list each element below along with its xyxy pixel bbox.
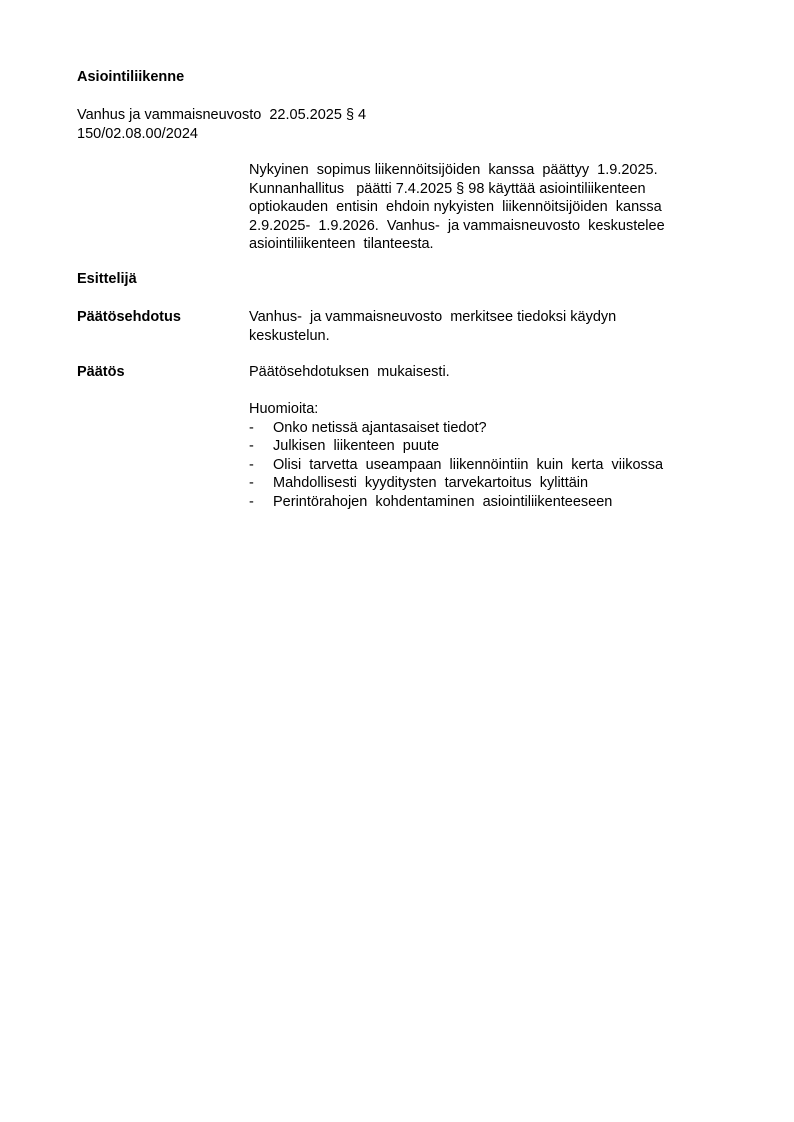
bullet-marker: -	[249, 475, 254, 491]
decision-label: Päätös	[77, 364, 125, 380]
bullet-marker: -	[249, 438, 254, 454]
proposal-label: Päätösehdotus	[77, 309, 181, 325]
record-number: 150/02.08.00/2024	[77, 125, 198, 142]
proposal-text	[249, 308, 694, 345]
note-text: Onko netissä ajantasaiset tiedot?	[273, 419, 487, 436]
list-item	[249, 437, 694, 456]
paragraph-line: Kunnanhallitus päätti 7.4.2025 § 98 käyttää asiointiliikenteen	[249, 180, 646, 197]
paragraph-line: optiokauden entisin ehdoin nykyisten liikennöitsijöiden kanssa	[249, 199, 662, 215]
spacer	[249, 382, 694, 401]
bullet-marker: -	[249, 456, 254, 473]
decision-text: Päätösehdotuksen mukaisesti.	[249, 364, 450, 380]
document-title: Asiointiliikenne	[77, 69, 185, 85]
bullet-marker: -	[249, 493, 254, 510]
paragraph-line: Nykyinen sopimus liikennöitsijöiden kanssa päättyy 1.9.2025.	[249, 162, 658, 178]
notes-list	[249, 419, 694, 512]
list-item	[249, 419, 694, 438]
decision-section	[249, 363, 694, 511]
notes-heading: Huomioita:	[249, 401, 319, 417]
background-paragraph	[249, 161, 694, 254]
presenter-label: Esittelijä	[77, 271, 137, 287]
list-item	[249, 456, 694, 475]
paragraph-line: 2.9.2025- 1.9.2026. Vanhus- ja vammaisneuvosto keskustelee	[249, 217, 665, 234]
note-text: Perintörahojen kohdentaminen asiointiliikenteeseen	[273, 493, 613, 510]
list-item	[249, 474, 694, 493]
paragraph-line: asiointiliikenteen tilanteesta.	[249, 236, 434, 252]
proposal-line: Vanhus- ja vammaisneuvosto merkitsee tiedoksi käydyn	[249, 309, 617, 325]
meeting-line: Vanhus ja vammaisneuvosto 22.05.2025 § 4	[77, 107, 367, 123]
note-text: Mahdollisesti kyyditysten tarvekartoitus kylittäin	[273, 475, 589, 491]
note-text: Julkisen liikenteen puute	[273, 438, 440, 454]
note-text: Olisi tarvetta useampaan liikennöintiin kuin kerta viikossa	[273, 456, 664, 473]
meeting-info	[77, 106, 366, 143]
bullet-marker: -	[249, 419, 254, 436]
list-item	[249, 493, 694, 512]
proposal-line: keskustelun.	[249, 327, 330, 344]
